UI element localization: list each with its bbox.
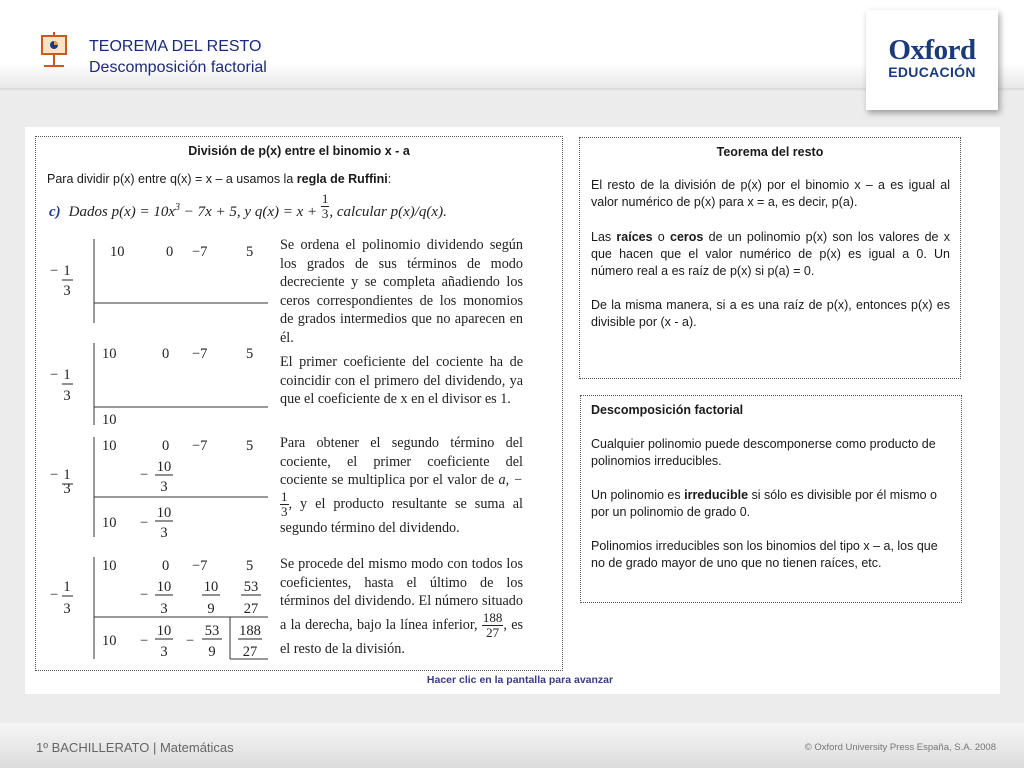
svg-text:10: 10: [102, 438, 117, 454]
svg-text:10: 10: [156, 623, 172, 639]
ruffini-tables: [36, 225, 282, 665]
ruffini-step-1: [50, 239, 268, 323]
advance-hint[interactable]: Hacer clic en la pantalla para avanzar: [426, 674, 614, 686]
oxford-logo: [866, 10, 998, 110]
svg-text:1: 1: [63, 263, 71, 279]
logo-brand: Oxford: [888, 34, 976, 66]
remainder-theorem-heading: Teorema del resto: [716, 145, 824, 159]
svg-text:10: 10: [156, 579, 172, 595]
svg-text:3: 3: [160, 601, 168, 617]
svg-text:5: 5: [246, 346, 254, 362]
svg-text:3: 3: [63, 283, 71, 299]
svg-text:5: 5: [246, 438, 254, 454]
ruffini-step-3: [50, 437, 268, 541]
svg-text:27: 27: [243, 601, 259, 617]
svg-text:10: 10: [102, 558, 117, 574]
factorization-heading: Descomposición factorial: [591, 403, 744, 417]
svg-text:27: 27: [242, 644, 258, 660]
remainder-theorem-para-2: Las raíces o ceros de un polinomio p(x) son los valores de x que hacen que el valor numérico de p(x) es igual a 0. Un número real a es raíz de p(x) si p(a) = 0.: [591, 230, 950, 278]
svg-text:5: 5: [246, 558, 254, 574]
svg-text:0: 0: [162, 438, 170, 454]
svg-text:−: −: [186, 633, 195, 649]
svg-text:−7: −7: [192, 346, 208, 362]
problem-label: c): [49, 203, 61, 220]
svg-text:10: 10: [102, 412, 117, 428]
svg-text:3: 3: [160, 644, 168, 660]
svg-text:3: 3: [63, 601, 71, 617]
ruffini-step-2-text: El primer coeficiente del cociente ha de coincidir con el primero del dividendo, ya que el coeficiente de x en el divisor es 1.: [280, 354, 523, 408]
svg-text:3: 3: [63, 481, 71, 497]
page-title: TEOREMA DEL RESTO: [89, 38, 262, 55]
svg-text:10: 10: [156, 459, 172, 475]
svg-text:−: −: [140, 633, 149, 649]
svg-text:−: −: [140, 515, 149, 531]
svg-text:0: 0: [162, 346, 170, 362]
svg-text:10: 10: [203, 579, 219, 595]
svg-text:1: 1: [63, 467, 71, 483]
svg-text:−: −: [50, 263, 59, 279]
ruffini-step-4: [50, 557, 268, 660]
svg-text:3: 3: [160, 479, 168, 495]
svg-text:−: −: [50, 587, 59, 603]
svg-text:3: 3: [160, 525, 168, 541]
svg-text:9: 9: [208, 644, 216, 660]
remainder-theorem-para-3: De la misma manera, si a es una raíz de p(x), entonces p(x) es divisible por (x - a).: [591, 298, 950, 329]
svg-text:−: −: [140, 587, 149, 603]
svg-text:−: −: [140, 467, 149, 483]
factorization-para-3: Polinomios irreducibles son los binomios del tipo x – a, los que no de grado mayor de uno que no tienen raíces, etc.: [591, 539, 938, 570]
svg-text:10: 10: [156, 505, 172, 521]
svg-text:−7: −7: [192, 438, 208, 454]
svg-text:188: 188: [239, 623, 261, 639]
ruffini-step-4-text: Se procede del mismo modo con todos los coeficientes, hasta el último de los términos del dividendo. El número situado a la derecha, bajo la línea inferior, $\frac{188}{27}$ , es el resto de la división.: [280, 556, 524, 657]
svg-text:−: −: [50, 367, 59, 383]
ruffini-step-3-text: Para obtener el segundo término del cociente, el primer coeficiente del cociente se multiplica por el valor de a, − $\frac{1}{3}$ , y el producto resultante se suma al segundo término del dividendo.: [280, 435, 524, 536]
svg-text:1: 1: [63, 579, 71, 595]
svg-text:3: 3: [63, 388, 71, 404]
problem-statement: c) Dados $p(x) = 10x^3 - 7x + 5$, y q(x) = x + $\frac{1}{3}$ , calcular p(x)/q(x).: [49, 191, 447, 221]
svg-text:−7: −7: [192, 558, 208, 574]
factorization-para-1: Cualquier polinomio puede descomponerse como producto de polinomios irreducibles.: [591, 437, 936, 468]
svg-text:5: 5: [246, 244, 254, 260]
lesson-presentation-icon: [38, 30, 70, 68]
svg-text:10: 10: [102, 633, 117, 649]
logo-subbrand: EDUCACIÓN: [888, 64, 976, 80]
ruffini-heading: División de p(x) entre el binomio x - a: [188, 144, 410, 158]
svg-text:10: 10: [110, 244, 125, 260]
svg-text:−: −: [50, 467, 59, 483]
svg-text:53: 53: [243, 579, 259, 595]
svg-text:1: 1: [63, 367, 71, 383]
ruffini-step-2: [50, 343, 268, 428]
ruffini-intro: Para dividir p(x) entre q(x) = x – a usamos la regla de Ruffini:: [47, 172, 392, 186]
course-label: 1º BACHILLERATO | Matemáticas: [36, 740, 234, 755]
svg-text:0: 0: [166, 244, 174, 260]
svg-text:0: 0: [162, 558, 170, 574]
factorization-para-2: Un polinomio es irreducible si sólo es divisible por él mismo o por un polinomio de grado 0.: [591, 488, 937, 519]
remainder-theorem-para-1: El resto de la división de p(x) por el binomio x – a es igual al valor numérico de p(x) para x = a, es decir, p(a).: [591, 178, 950, 209]
svg-text:10: 10: [102, 515, 117, 531]
ruffini-step-1-text: Se ordena el polinomio dividendo según los grados de sus términos de modo decreciente y se completa añadiendo los ceros correspondientes de los monomios de grados intermedios que no aparecen en él.: [280, 237, 523, 346]
svg-text:53: 53: [204, 623, 220, 639]
page-subtitle: Descomposición factorial: [89, 59, 267, 76]
copyright-text: © Oxford University Press España, S.A. 2008: [804, 742, 996, 753]
svg-text:9: 9: [207, 601, 215, 617]
svg-text:−7: −7: [192, 244, 208, 260]
svg-text:10: 10: [102, 346, 117, 362]
